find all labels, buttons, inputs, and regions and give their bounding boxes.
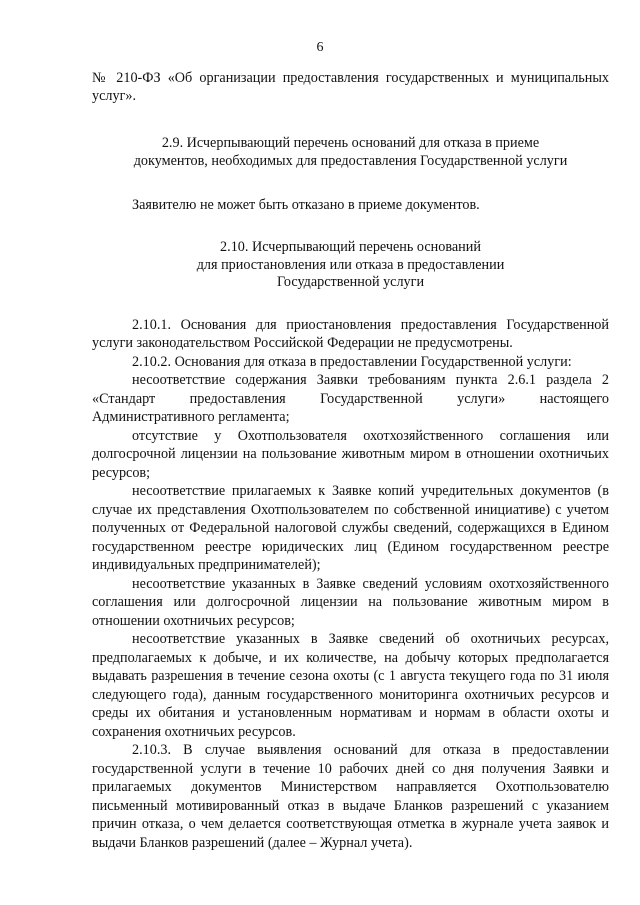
refusal-ground-2: отсутствие у Охотпользователя охотхозяйственного соглашения или долгосрочной лицензии на пользование животным миром в отношении охотничьих ресурсов;	[92, 427, 609, 481]
law-reference-paragraph: № 210-ФЗ «Об организации предоставления государственных и муниципальных услуг».	[92, 70, 609, 104]
section-2-9-heading-line-1: 2.9. Исчерпывающий перечень оснований для отказа в приеме	[161, 135, 540, 152]
section-2-10-heading-line-1: 2.10. Исчерпывающий перечень оснований	[220, 238, 481, 255]
section-2-9-heading-line-2: документов, необходимых для предоставления Государственной услуги	[133, 152, 568, 169]
refusal-ground-5: несоответствие указанных в Заявке сведений об охотничьих ресурсах, предполагаемых к добыче, и их количестве, на добычу которых предполагается выдавать разрешения в течение сезона охоты (с 1 августа текущего года по 31 июля следующего года), данным государственного мониторинга охотничьих ресурсов и среды их обитания и установленным нормативам и нормам в области охоты и сохранения охотничьих ресурсов.	[92, 631, 609, 740]
refusal-ground-4: несоответствие указанных в Заявке сведений условиям охотхозяйственного соглашения или долгосрочной лицензии на пользование животным миром в отношении охотничьих ресурсов;	[92, 575, 609, 629]
no-refusal-paragraph: Заявителю не может быть отказано в приеме документов.	[132, 197, 480, 214]
clause-2-10-2: 2.10.2. Основания для отказа в предоставлении Государственной услуги:	[132, 353, 572, 370]
clause-2-10-1: 2.10.1. Основания для приостановления предоставления Государственной услуги законодательством Российской Федерации не предусмотрены.	[92, 316, 609, 352]
clause-2-10-3: 2.10.3. В случае выявления оснований для отказа в предоставлении государственной услуги в течение 10 рабочих дней со дня получения Заявки и прилагаемых документов Министерством направляется Охотпользователю письменный мотивированный отказ в выдаче Бланков разрешений с указанием причин отказа, о чем делается соответствующая отметка в журнале учета заявок и выдачи Бланков разрешений (далее – Журнал учета).	[92, 742, 609, 851]
document-body	[92, 70, 609, 852]
section-2-10-heading-line-2: для приостановления или отказа в предоставлении	[196, 256, 505, 273]
section-2-10-heading-line-3: Государственной услуги	[276, 274, 425, 291]
page-number: 6	[316, 40, 324, 55]
section-2-9-heading	[92, 135, 609, 170]
refusal-ground-1: несоответствие содержания Заявки требованиям пункта 2.6.1 раздела 2 «Стандарт предоставления Государственной услуги» настоящего Административного регламента;	[92, 372, 609, 426]
section-2-10-heading	[92, 239, 609, 292]
section-2-10-body	[92, 316, 609, 853]
refusal-ground-3: несоответствие прилагаемых к Заявке копий учредительных документов (в случае их представления Охотпользователем по собственной инициативе) с учетом полученных от Федеральной налоговой службы сведений, содержащихся в Едином государственном реестре юридических лиц (Едином государственном реестре индивидуальных предпринимателей);	[92, 483, 609, 574]
